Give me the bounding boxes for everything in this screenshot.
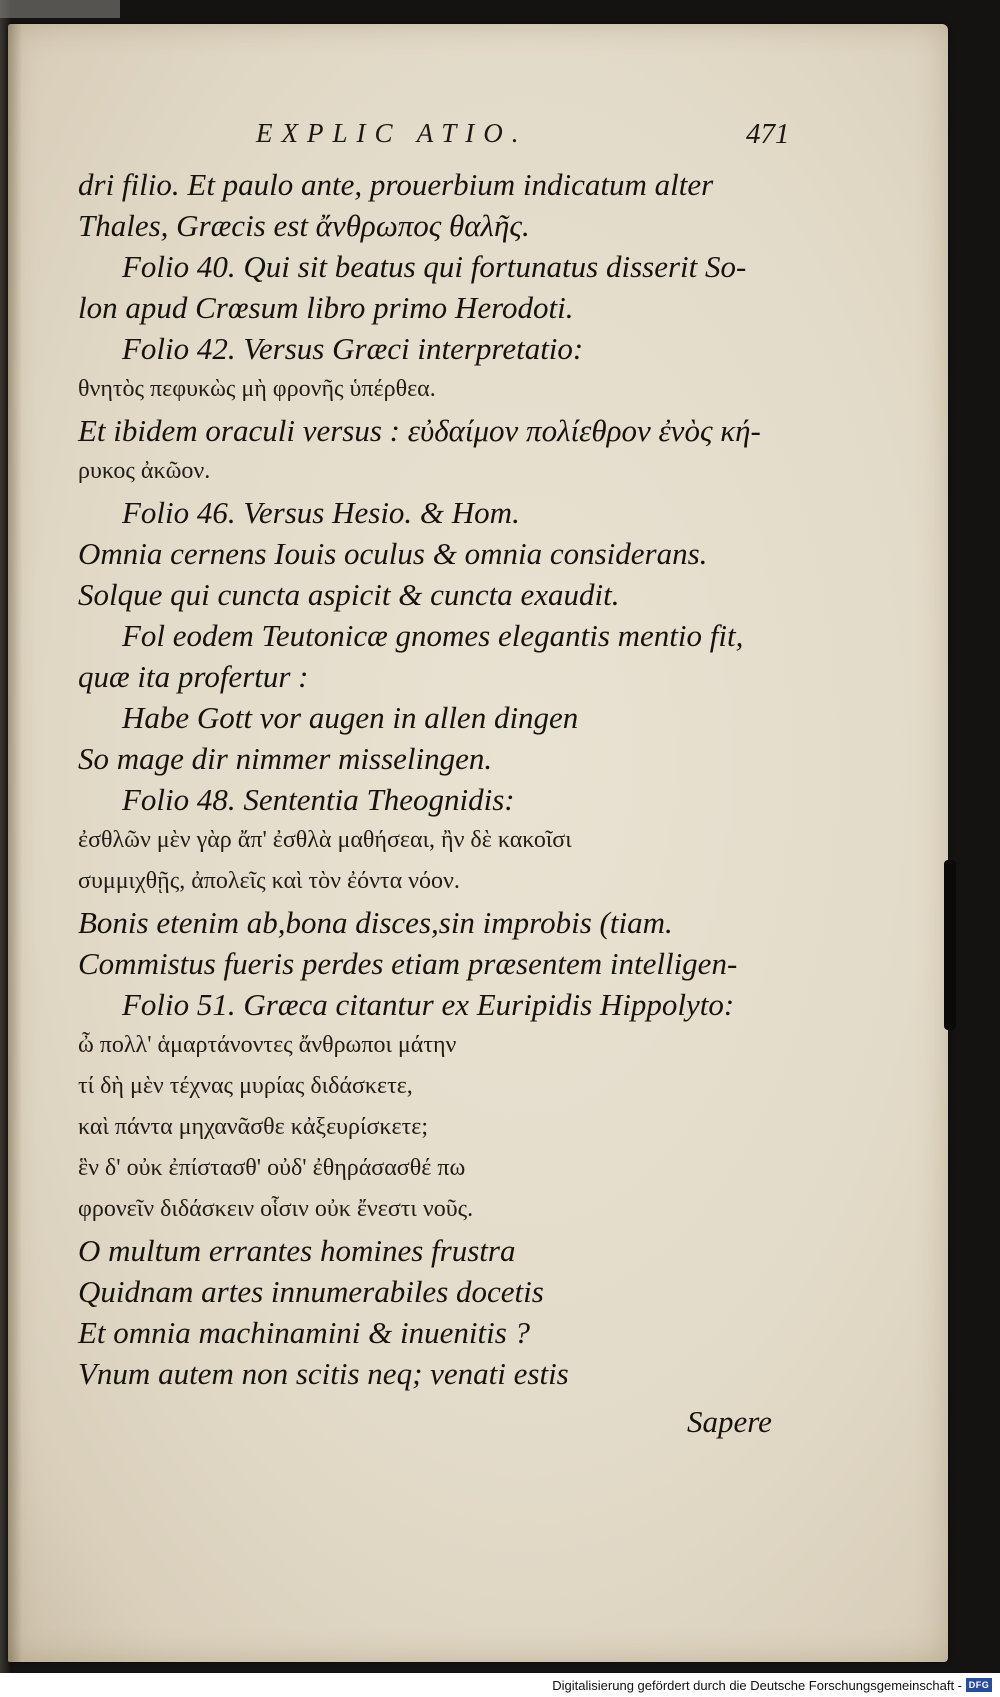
page-edge-shadow	[944, 860, 956, 1030]
greek-line: ἐσθλῶν μὲν γὰρ ἄπ' ἐσθλὰ μαθήσεαι, ἢν δὲ κακοῖσι	[78, 827, 572, 853]
text-line: Bonis etenim ab,bona disces,sin improbis (tiam.	[78, 905, 673, 940]
page-header	[8, 118, 948, 158]
text-line: Quidnam artes innumerabiles docetis	[78, 1274, 544, 1309]
book-page	[8, 24, 948, 1662]
text-line: So mage dir nimmer misselingen.	[78, 741, 493, 776]
text-line: Commistus fueris perdes etiam præsentem intelligen-	[78, 946, 738, 981]
text-line: Folio 48. Sententia Theognidis:	[122, 782, 515, 817]
text-line: O multum errantes homines frustra	[78, 1233, 516, 1268]
greek-line: θνητὸς πεφυκὼς μὴ φρονῆς ὑπέρθεα.	[78, 376, 436, 402]
page-number: 471	[746, 118, 790, 150]
text-line: Folio 51. Græca citantur ex Euripidis Hippolyto:	[122, 987, 735, 1022]
text-line: Folio 40. Qui sit beatus qui fortunatus disserit So-	[122, 249, 747, 284]
greek-line: φρονεῖν διδάσκειν οἷσιν οὐκ ἔνεστι νοῦς.	[78, 1196, 474, 1222]
body-text	[78, 164, 798, 1394]
text-line: Omnia cernens Iouis oculus & omnia considerans.	[78, 536, 708, 571]
dfg-logo: DFG	[966, 1678, 992, 1692]
catchword: Sapere	[687, 1404, 772, 1439]
text-line: Et omnia machinamini & inuenitis ?	[78, 1315, 531, 1350]
greek-line: ἓν δ' οὐκ ἐπίστασθ' οὐδ' ἐθηράσασθέ πω	[78, 1155, 466, 1181]
text-line: Fol eodem Teutonicæ gnomes elegantis mentio fit,	[122, 618, 744, 653]
text-line: Thales, Græcis est ἄνθρωπος θαλῆς.	[78, 208, 530, 243]
digitization-footer	[0, 1673, 1000, 1697]
text-line: Solque qui cuncta aspicit & cuncta exaudit.	[78, 577, 620, 612]
text-line: Et ibidem oraculi versus : εὐδαίμον πολίεθρον ἐνὸς κή-	[78, 413, 761, 448]
footer-credit: Digitalisierung gefördert durch die Deutsche Forschungsgemeinschaft -	[552, 1678, 962, 1693]
text-line: dri filio. Et paulo ante, prouerbium indicatum alter	[78, 167, 714, 202]
text-line: quæ ita profertur :	[78, 659, 309, 694]
running-head: EXPLIC ATIO.	[256, 118, 528, 148]
top-edge-strip	[0, 0, 120, 18]
text-line: lon apud Crœsum libro primo Herodoti.	[78, 290, 574, 325]
greek-line: συμμιχθῇς, ἀπολεῖς καὶ τὸν ἐόντα νόον.	[78, 868, 460, 894]
greek-line: ὦ πολλ' ἁμαρτάνοντες ἄνθρωποι μάτην	[78, 1032, 457, 1058]
greek-line: καὶ πάντα μηχανᾶσθε κἀξευρίσκετε;	[78, 1114, 428, 1140]
text-line: Folio 42. Versus Græci interpretatio:	[122, 331, 584, 366]
text-line: Folio 46. Versus Hesio. & Hom.	[122, 495, 520, 530]
text-line: Habe Gott vor augen in allen dingen	[122, 700, 579, 735]
greek-line: ρυκος ἀκῶον.	[78, 458, 211, 484]
greek-line: τί δὴ μὲν τέχνας μυρίας διδάσκετε,	[78, 1073, 413, 1099]
text-line: Vnum autem non scitis neq; venati estis	[78, 1356, 569, 1391]
